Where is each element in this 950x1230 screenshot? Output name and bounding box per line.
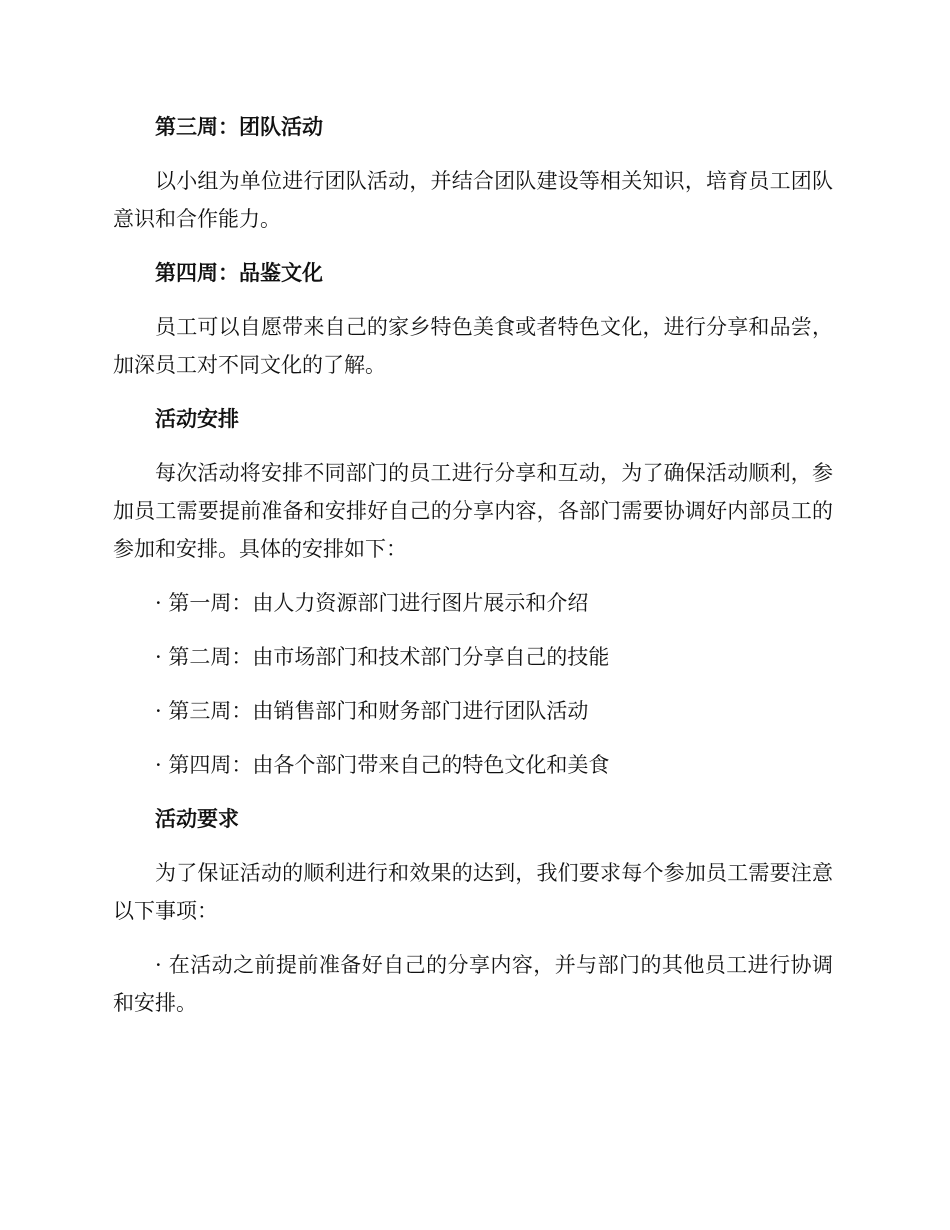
list-item: · 第二周：由市场部门和技术部门分享自己的技能 (155, 645, 610, 669)
list-item: · 第三周：由销售部门和财务部门进行团队活动 (155, 699, 589, 723)
section-paragraph-requirements: 为了保证活动的顺利进行和效果的达到，我们要求每个参加员工需要注意以下事项： (113, 861, 833, 923)
section-heading-week4: 第四周：品鉴文化 (155, 261, 323, 285)
section-heading-requirements: 活动要求 (155, 807, 239, 831)
section-paragraph-week4: 员工可以自愿带来自己的家乡特色美食或者特色文化，进行分享和品尝，加深员工对不同文化的了解。 (113, 315, 833, 377)
document-content (113, 108, 833, 1022)
section-paragraph-week3: 以小组为单位进行团队活动，并结合团队建设等相关知识，培育员工团队意识和合作能力。 (113, 169, 833, 231)
section-paragraph-schedule: 每次活动将安排不同部门的员工进行分享和互动，为了确保活动顺利，参加员工需要提前准备和安排好自己的分享内容，各部门需要协调好内部员工的参加和安排。具体的安排如下： (113, 461, 833, 561)
section-heading-week3: 第三周：团队活动 (155, 115, 323, 139)
section-heading-schedule: 活动安排 (155, 407, 239, 431)
list-item: · 第一周：由人力资源部门进行图片展示和介绍 (155, 591, 589, 615)
list-item: · 第四周：由各个部门带来自己的特色文化和美食 (155, 753, 610, 777)
list-item: · 在活动之前提前准备好自己的分享内容，并与部门的其他员工进行协调和安排。 (113, 953, 833, 1015)
